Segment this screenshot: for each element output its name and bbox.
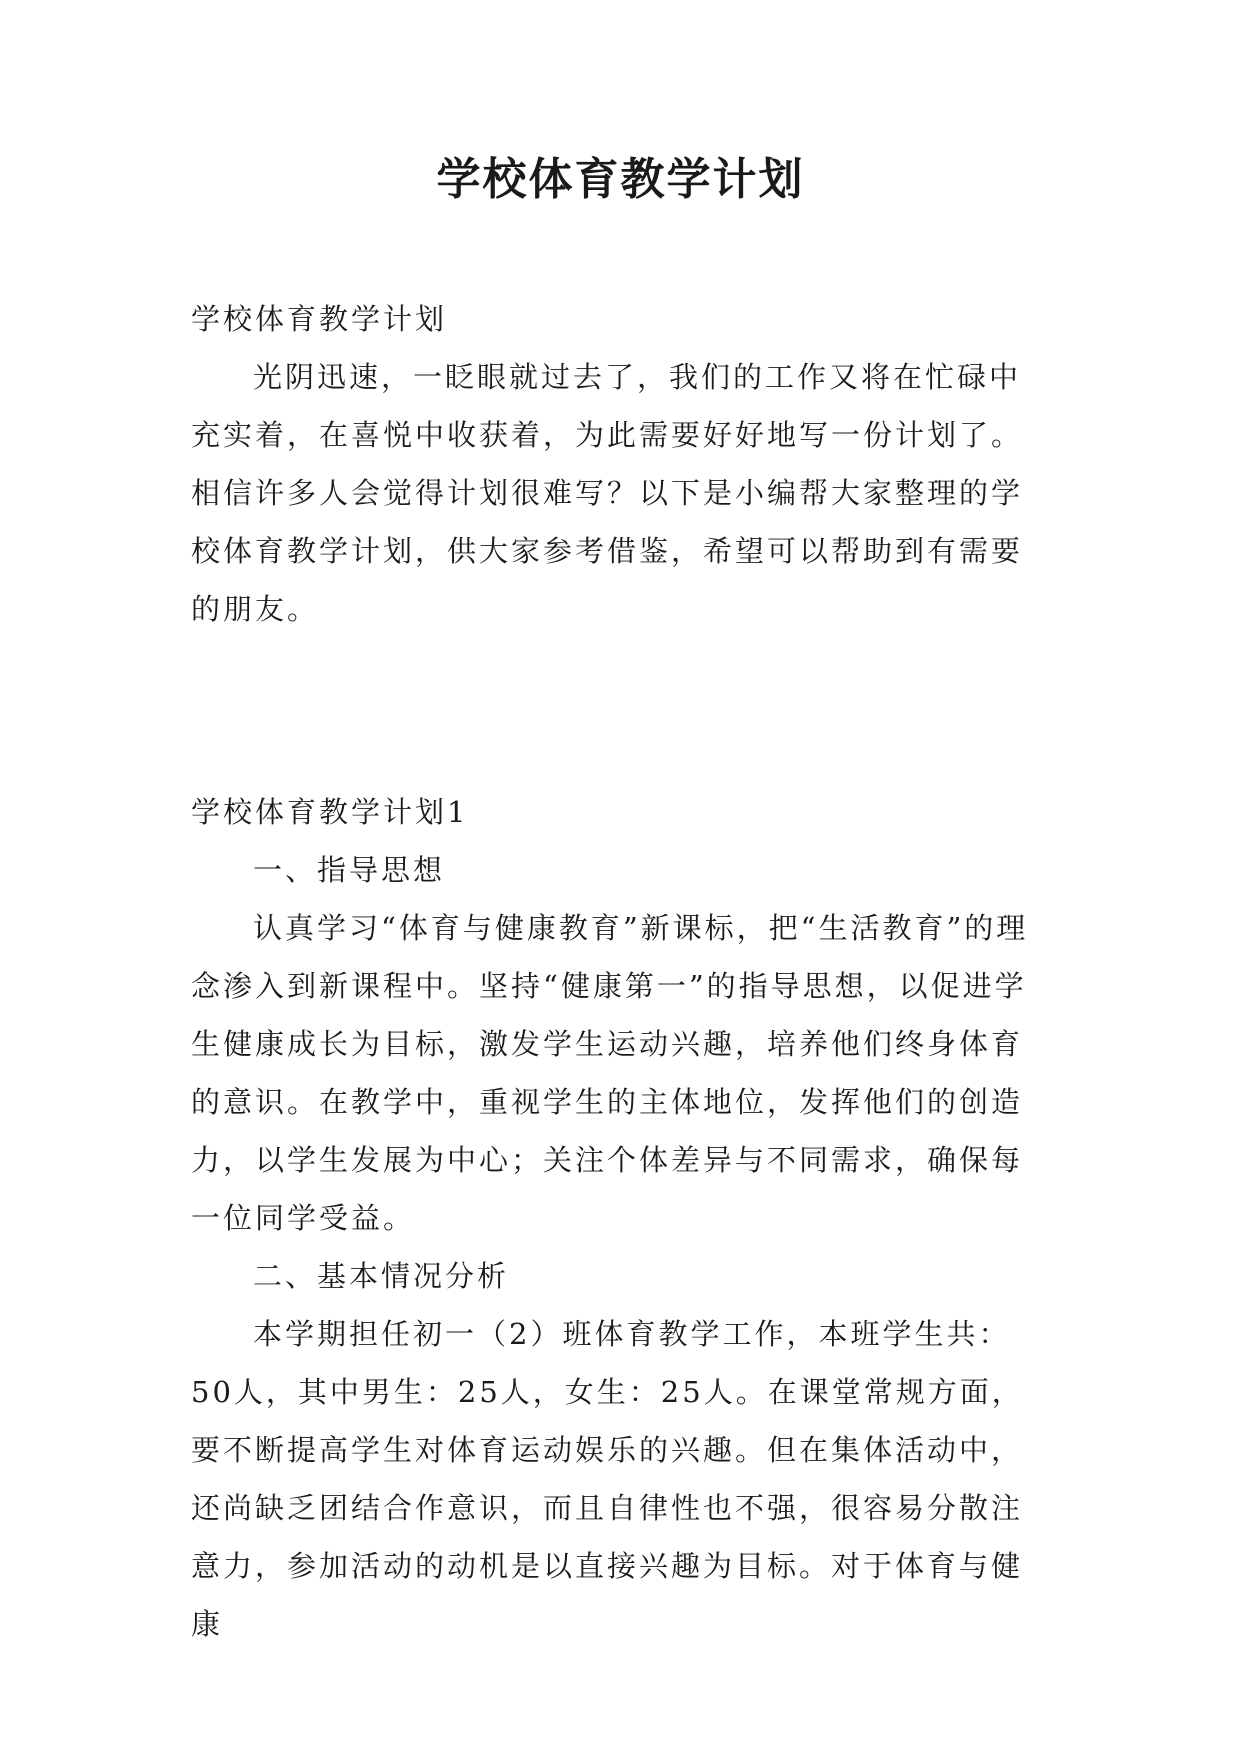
subtitle: 学校体育教学计划 xyxy=(191,302,448,336)
heading-guiding-ideology: 一、指导思想 xyxy=(253,853,446,887)
section-title: 学校体育教学计划1 xyxy=(191,795,469,829)
intro-paragraph: 光阴迅速，一眨眼就过去了，我们的工作又将在忙碌中充实着，在喜悦中收获着，为此需要好好地写一份计划了。相信许多人会觉得计划很难写？以下是小编帮大家整理的学校体育教学计划，供大家参考借鉴，希望可以帮助到有需要的朋友。 xyxy=(191,360,1024,626)
document-title: 学校体育教学计划 xyxy=(436,154,805,205)
paragraph-situation-analysis: 本学期担任初一（2）班体育教学工作，本班学生共：50人，其中男生：25人，女生：25人。在课堂常规方面，要不断提高学生对体育运动娱乐的兴趣。但在集体活动中，还尚缺乏团结合作意识，而且自律性也不强，很容易分散注意力，参加活动的动机是以直接兴趣为目标。对于体育与健康 xyxy=(191,1317,1024,1641)
heading-situation-analysis: 二、基本情况分析 xyxy=(253,1259,510,1293)
document-body xyxy=(191,290,1051,1653)
section-spacer xyxy=(191,638,1051,783)
paragraph-guiding-ideology: 认真学习“体育与健康教育”新课标，把“生活教育”的理念渗入到新课程中。坚持“健康第一”的指导思想，以促进学生健康成长为目标，激发学生运动兴趣，培养他们终身体育的意识。在教学中，重视学生的主体地位，发挥他们的创造力，以学生发展为中心；关注个体差异与不同需求，确保每一位同学受益。 xyxy=(191,911,1029,1235)
